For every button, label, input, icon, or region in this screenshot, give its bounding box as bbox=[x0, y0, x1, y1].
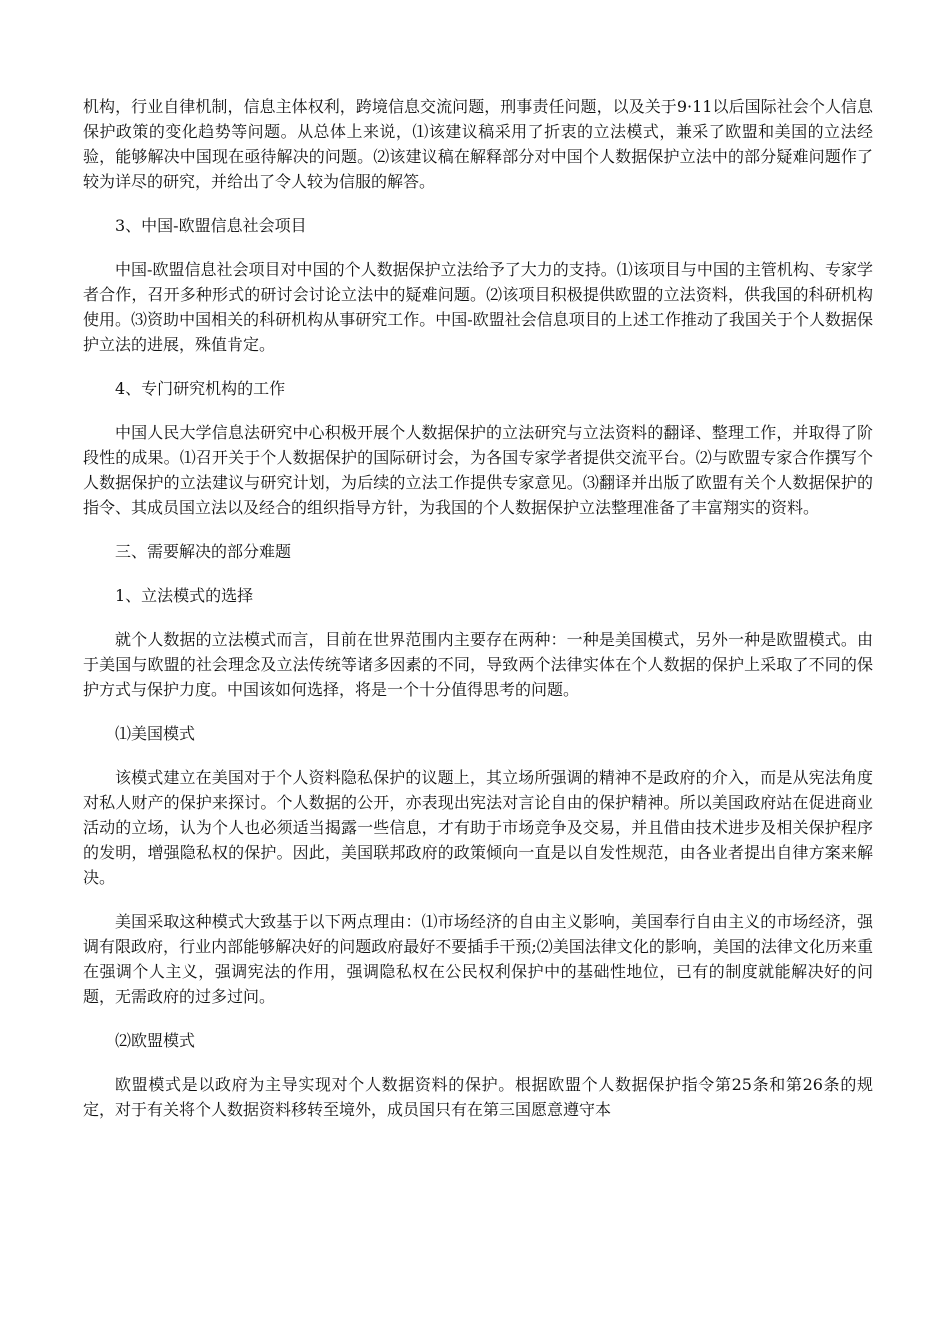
document-page bbox=[83, 94, 873, 1141]
paragraph-legislative-model: 就个人数据的立法模式而言，目前在世界范围内主要存在两种：一种是美国模式，另外一种是欧盟模式。由于美国与欧盟的社会理念及立法传统等诸多因素的不同，导致两个法律实体在个人数据的保护上采取了不同的保护方式与保护力度。中国该如何选择，将是一个十分值得思考的问题。 bbox=[83, 630, 873, 699]
heading-eu-info-society-project: 3、中国-欧盟信息社会项目 bbox=[115, 216, 307, 235]
paragraph-renmin-center: 中国人民大学信息法研究中心积极开展个人数据保护的立法研究与立法资料的翻译、整理工作，并取得了阶段性的成果。⑴召开关于个人数据保护的国际研讨会，为各国专家学者提供交流平台。⑵与欧盟专家合作撰写个人数据保护的立法建议与研究计划，为后续的立法工作提供专家意见。⑶翻译并出版了欧盟有关个人数据保护的指令、其成员国立法以及经合的组织指导方针，为我国的个人数据保护立法整理准备了丰富翔实的资料。 bbox=[83, 423, 873, 517]
paragraph-us-model: 该模式建立在美国对于个人资料隐私保护的议题上，其立场所强调的精神不是政府的介入，而是从宪法角度对私人财产的保护来探讨。个人数据的公开，亦表现出宪法对言论自由的保护精神。所以美国政府站在促进商业活动的立场，认为个人也必须适当揭露一些信息，才有助于市场竞争及交易，并且借由技术进步及相关保护程序的发明，增强隐私权的保护。因此，美国联邦政府的政策倾向一直是以自发性规范，由各业者提出自律方案来解决。 bbox=[83, 768, 873, 887]
heading-problems-to-solve: 三、需要解决的部分难题 bbox=[115, 542, 292, 561]
heading-us-model: ⑴美国模式 bbox=[115, 724, 196, 743]
heading-research-institutions: 4、专门研究机构的工作 bbox=[115, 379, 286, 398]
paragraph-eu-model: 欧盟模式是以政府为主导实现对个人数据资料的保护。根据欧盟个人数据保护指令第25条和第26条的规定，对于有关将个人数据资料移转至境外，成员国只有在第三国愿意遵守本 bbox=[83, 1075, 873, 1119]
heading-legislative-model: 1、立法模式的选择 bbox=[115, 586, 254, 605]
paragraph-eu-project: 中国-欧盟信息社会项目对中国的个人数据保护立法给予了大力的支持。⑴该项目与中国的主管机构、专家学者合作，召开多种形式的研讨会讨论立法中的疑难问题。⑵该项目积极提供欧盟的立法资料，供我国的科研机构使用。⑶资助中国相关的科研机构从事研究工作。中国-欧盟社会信息项目的上述工作推动了我国关于个人数据保护立法的进展，殊值肯定。 bbox=[83, 260, 873, 354]
heading-eu-model: ⑵欧盟模式 bbox=[115, 1031, 196, 1050]
paragraph-us-model-reasons: 美国采取这种模式大致基于以下两点理由：⑴市场经济的自由主义影响，美国奉行自由主义的市场经济，强调有限政府，行业内部能够解决好的问题政府最好不要插手干预;⑵美国法律文化的影响，美国的法律文化历来重在强调个人主义，强调宪法的作用，强调隐私权在公民权利保护中的基础性地位，已有的制度就能解决好的问题，无需政府的过多过问。 bbox=[83, 912, 873, 1006]
paragraph-intro-continuation: 机构，行业自律机制，信息主体权利，跨境信息交流问题，刑事责任问题，以及关于9·11以后国际社会个人信息保护政策的变化趋势等问题。从总体上来说，⑴该建议稿采用了折衷的立法模式，兼采了欧盟和美国的立法经验，能够解决中国现在亟待解决的问题。⑵该建议稿在解释部分对中国个人数据保护立法中的部分疑难问题作了较为详尽的研究，并给出了令人较为信服的解答。 bbox=[83, 97, 873, 191]
